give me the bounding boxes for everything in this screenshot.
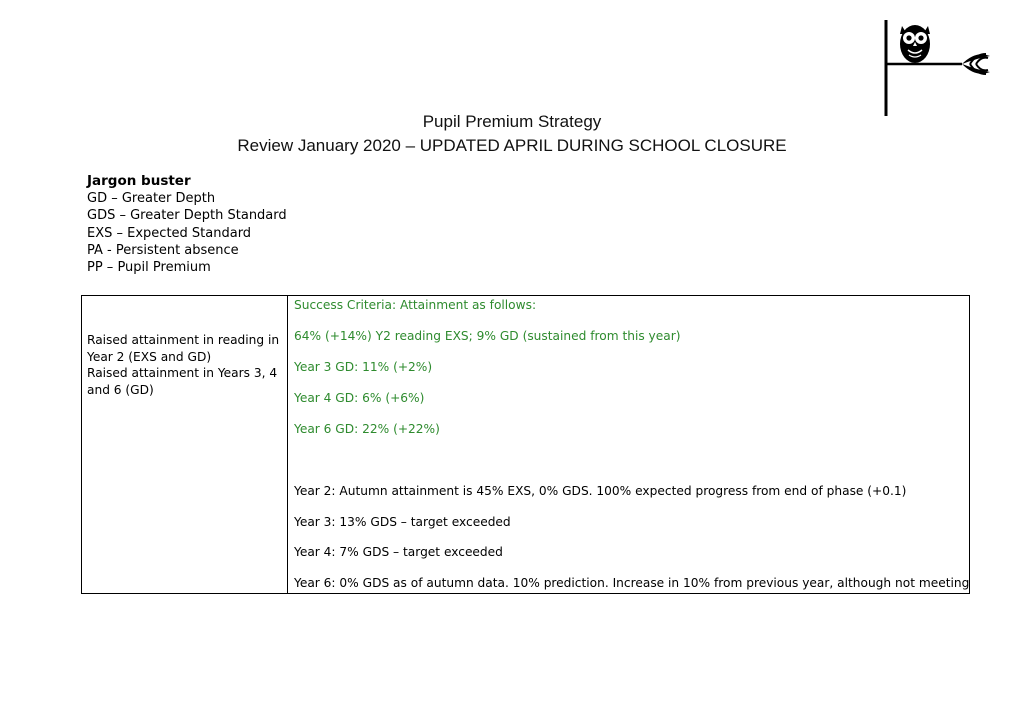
criteria-cell — [288, 296, 970, 594]
jargon-item: GD – Greater Depth — [87, 191, 216, 207]
jargon-item: PP – Pupil Premium — [87, 260, 211, 276]
jargon-item: EXS – Expected Standard — [87, 225, 252, 241]
success-criteria-item: Year 6 GD: 22% (+22%) — [294, 422, 440, 436]
jargon-item: GDS – Greater Depth Standard — [87, 208, 287, 224]
success-criteria-item: Year 4 GD: 6% (+6%) — [294, 391, 425, 405]
success-criteria-item: 64% (+14%) Y2 reading EXS; 9% GD (sustained from this year) — [294, 329, 681, 343]
objective-line: Raised attainment in reading in Year 2 (EXS and GD) — [87, 333, 280, 364]
page-title: Pupil Premium Strategy — [422, 112, 602, 131]
review-item: Year 3: 13% GDS – target exceeded — [294, 515, 511, 529]
strategy-table — [81, 295, 970, 594]
review-item: Year 6: 0% GDS as of autumn data. 10% prediction. Increase in 10% from previous year, although not meeting — [294, 576, 970, 590]
owl-on-branch-icon — [882, 18, 994, 120]
jargon-heading: Jargon buster — [87, 173, 191, 189]
success-criteria-item: Year 3 GD: 11% (+2%) — [294, 360, 433, 374]
objective-line: Raised attainment in Years 3, 4 and 6 (GD) — [87, 366, 278, 397]
page-subtitle: Review January 2020 – UPDATED APRIL DURING SCHOOL CLOSURE — [237, 136, 787, 155]
objective-cell — [82, 296, 288, 594]
jargon-buster — [87, 173, 287, 276]
review-item: Year 2: Autumn attainment is 45% EXS, 0% GDS. 100% expected progress from end of phase (+0.1) — [294, 484, 907, 498]
review-item: Year 4: 7% GDS – target exceeded — [294, 545, 503, 559]
table-row — [82, 296, 970, 594]
success-criteria-heading: Success Criteria: Attainment as follows: — [294, 298, 537, 312]
jargon-item: PA - Persistent absence — [87, 242, 239, 258]
